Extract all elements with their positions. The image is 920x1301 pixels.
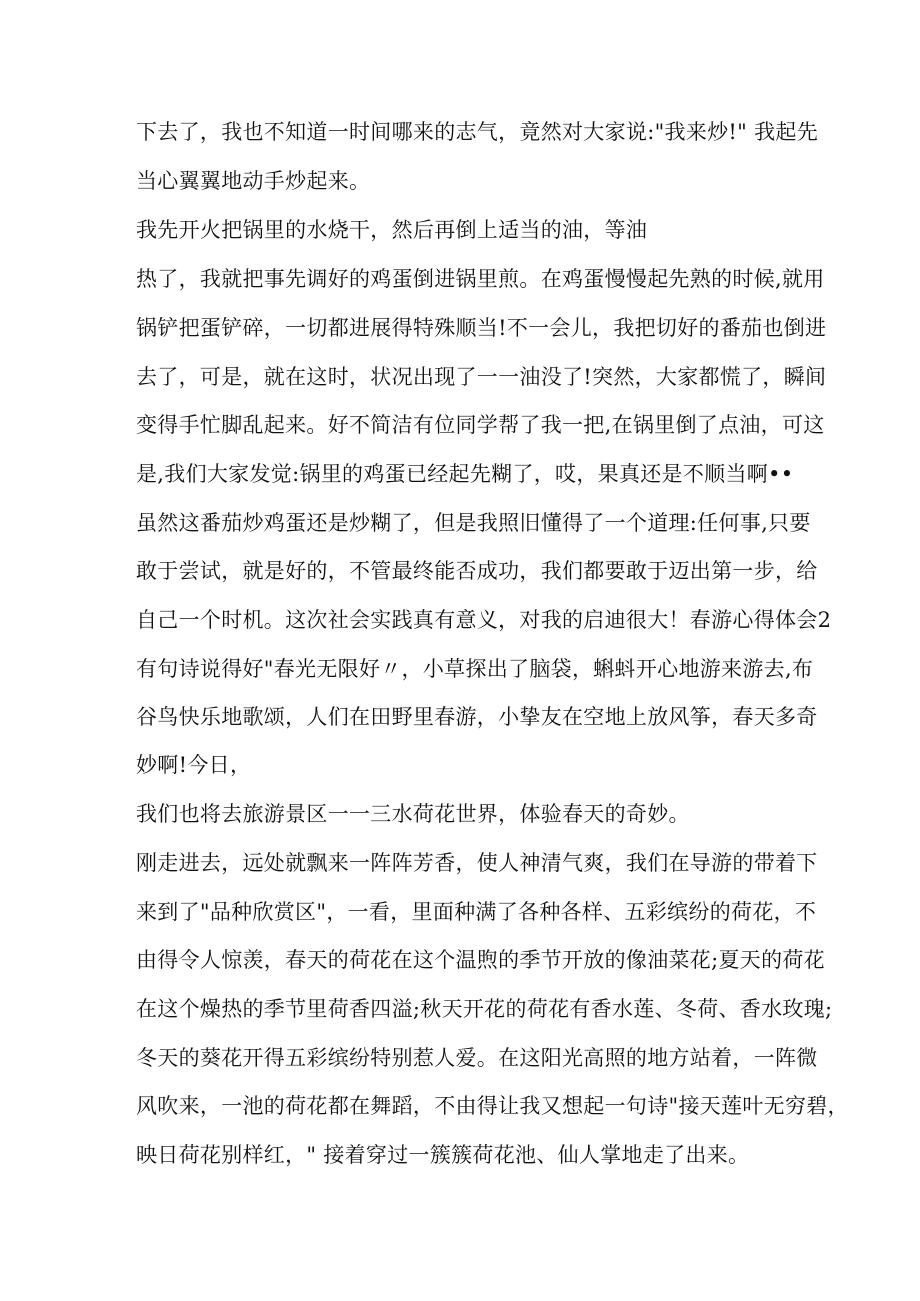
text-line: 有句诗说得好"春光无限好〃，小草探出了脑袋，蝌蚪开心地游来游去,布 xyxy=(136,657,814,681)
text-line: 冬天的葵花开得五彩缤纷特别惹人爱。在这阳光高照的地方站着，一阵微 xyxy=(136,1046,818,1070)
text-line: 下去了，我也不知道一时间哪来的志气，竟然对大家说:"我来炒!" 我起先 xyxy=(136,120,819,144)
text-line: 来到了"品种欣赏区"，一看，里面种满了各种各样、五彩缤纷的荷花，不 xyxy=(136,900,817,924)
text-line: 去了，可是，就在这时，状况出现了一一油没了!突然，大家都慌了，瞬间 xyxy=(136,365,827,389)
text-line: 刚走进去，远处就飘来一阵阵芳香，使人神清气爽，我们在导游的带着下 xyxy=(136,851,818,875)
text-line: 谷鸟快乐地歌颂，人们在田野里春游，小挚友在空地上放风筝，春天多奇 xyxy=(136,705,818,729)
text-line: 我先开火把锅里的水烧干，然后再倒上适当的油，等油 xyxy=(136,218,648,242)
text-line: 在这个燥热的季节里荷香四溢;秋天开花的荷花有香水莲、冬荷、香水玫瑰; xyxy=(136,997,833,1021)
text-line: 妙啊!今日， xyxy=(136,753,252,777)
text-line: 由得令人惊羡，春天的荷花在这个温煦的季节开放的像油菜花;夏天的荷花 xyxy=(136,948,825,972)
text-line: 风吹来，一池的荷花都在舞蹈，不由得让我又想起一句诗"接天莲叶无穷碧， xyxy=(136,1094,849,1118)
text-line: 映日荷花别样红，" 接着穿过一簇簇荷花池、仙人掌地走了出来。 xyxy=(136,1143,750,1167)
text-line: 我们也将去旅游景区一一三水荷花世界，体验春天的奇妙。 xyxy=(136,802,690,826)
text-line: 热了，我就把事先调好的鸡蛋倒进锅里煎。在鸡蛋慢慢起先熟的时候,就用 xyxy=(136,267,825,291)
text-line: 变得手忙脚乱起来。好不简洁有位同学帮了我一把,在锅里倒了点油，可这 xyxy=(136,413,825,437)
text-line: 当心翼翼地动手炒起来。 xyxy=(136,169,371,193)
text-line: 敢于尝试，就是好的，不管最终能否成功，我们都要敢于迈出第一步，给 xyxy=(136,559,818,583)
text-line: 是,我们大家发觉:锅里的鸡蛋已经起先糊了，哎，果真还是不顺当啊•• xyxy=(136,462,794,486)
text-line: 自己一个时机。这次社会实践真有意义，对我的启迪很大！春游心得体会2 xyxy=(136,608,832,632)
text-line: 锅铲把蛋铲碎，一切都进展得特殊顺当!不一会儿，我把切好的番茄也倒进 xyxy=(136,316,827,340)
text-line: 虽然这番茄炒鸡蛋还是炒糊了，但是我照旧懂得了一个道理:任何事,只要 xyxy=(136,511,811,535)
